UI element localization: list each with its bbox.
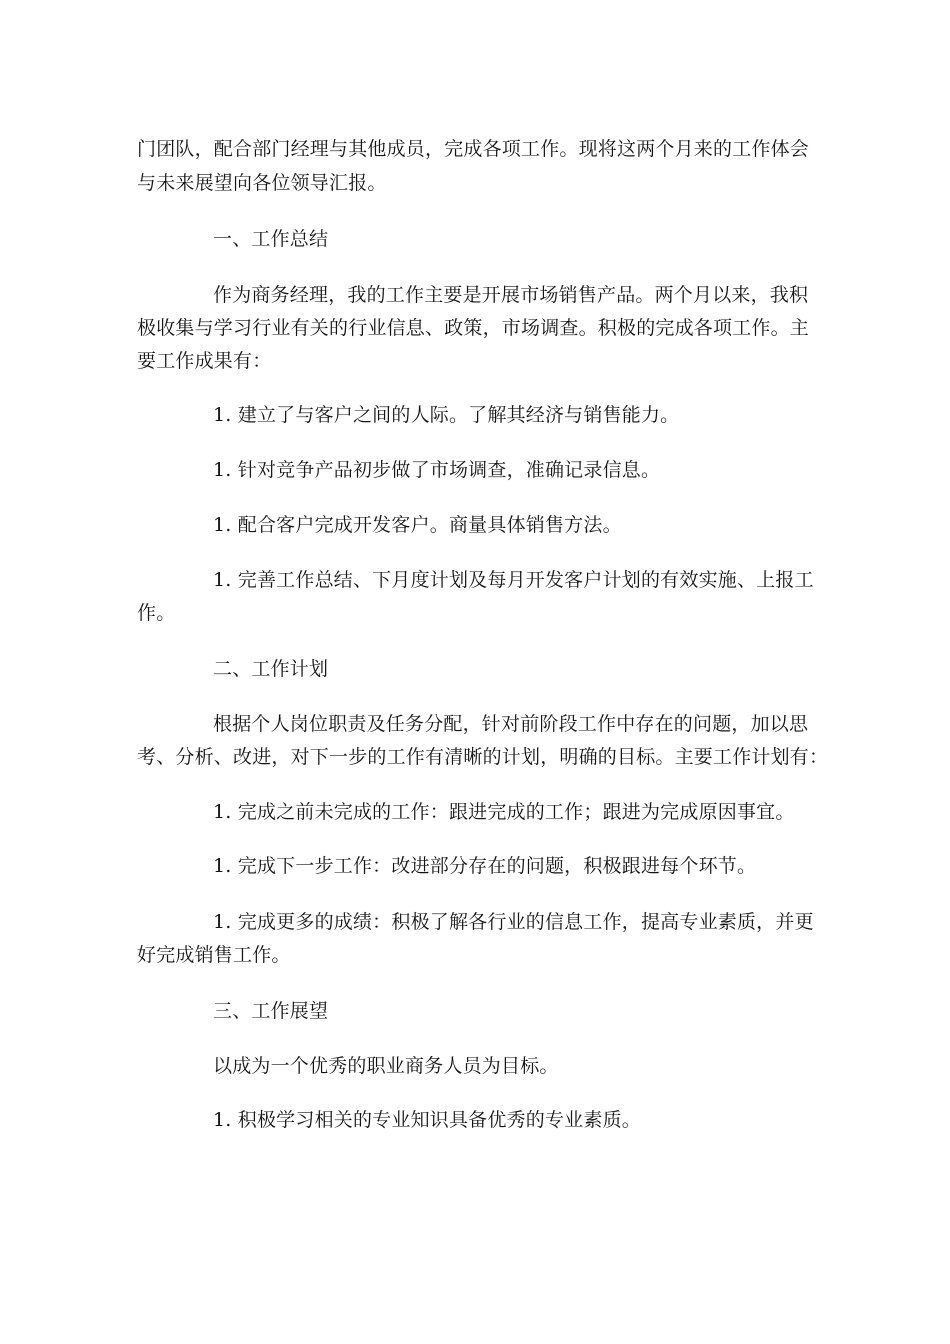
paragraph-line: 考、分析、改进，对下一步的工作有清晰的计划，明确的目标。主要工作计划有：	[137, 746, 829, 768]
list-item: 1. 完成之前未完成的工作：跟进完成的工作；跟进为完成原因事宜。	[213, 801, 795, 823]
section-heading: 一、工作总结	[213, 228, 329, 250]
list-item: 1. 针对竞争产品初步做了市场调查，准确记录信息。	[213, 459, 661, 481]
list-item-continuation: 好完成销售工作。	[137, 944, 291, 966]
paragraph-line: 极收集与学习行业有关的行业信息、政策，市场调查。积极的完成各项工作。主	[137, 317, 810, 339]
section-heading: 二、工作计划	[213, 658, 329, 680]
list-item: 1. 完成下一步工作：改进部分存在的问题，积极跟进每个环节。	[213, 855, 757, 877]
paragraph-line: 与未来展望向各位领导汇报。	[137, 172, 387, 194]
paragraph-line: 根据个人岗位职责及任务分配，针对前阶段工作中存在的问题，加以思	[213, 713, 809, 735]
paragraph-line: 以成为一个优秀的职业商务人员为目标。	[213, 1055, 559, 1077]
list-item-continuation: 作。	[137, 602, 176, 624]
section-heading: 三、工作展望	[213, 1000, 329, 1022]
paragraph-line: 门团队，配合部门经理与其他成员，完成各项工作。现将这两个月来的工作体会	[137, 138, 810, 160]
paragraph-line: 作为商务经理，我的工作主要是开展市场销售产品。两个月以来，我积	[213, 284, 809, 306]
list-item: 1. 积极学习相关的专业知识具备优秀的专业素质。	[213, 1109, 641, 1131]
list-item: 1. 建立了与客户之间的人际。了解其经济与销售能力。	[213, 404, 680, 426]
paragraph-line: 要工作成果有：	[137, 350, 272, 372]
list-item: 1. 完善工作总结、下月度计划及每月开发客户计划的有效实施、上报工	[213, 569, 814, 591]
list-item: 1. 完成更多的成绩：积极了解各行业的信息工作，提高专业素质，并更	[213, 911, 814, 933]
list-item: 1. 配合客户完成开发客户。商量具体销售方法。	[213, 514, 622, 536]
